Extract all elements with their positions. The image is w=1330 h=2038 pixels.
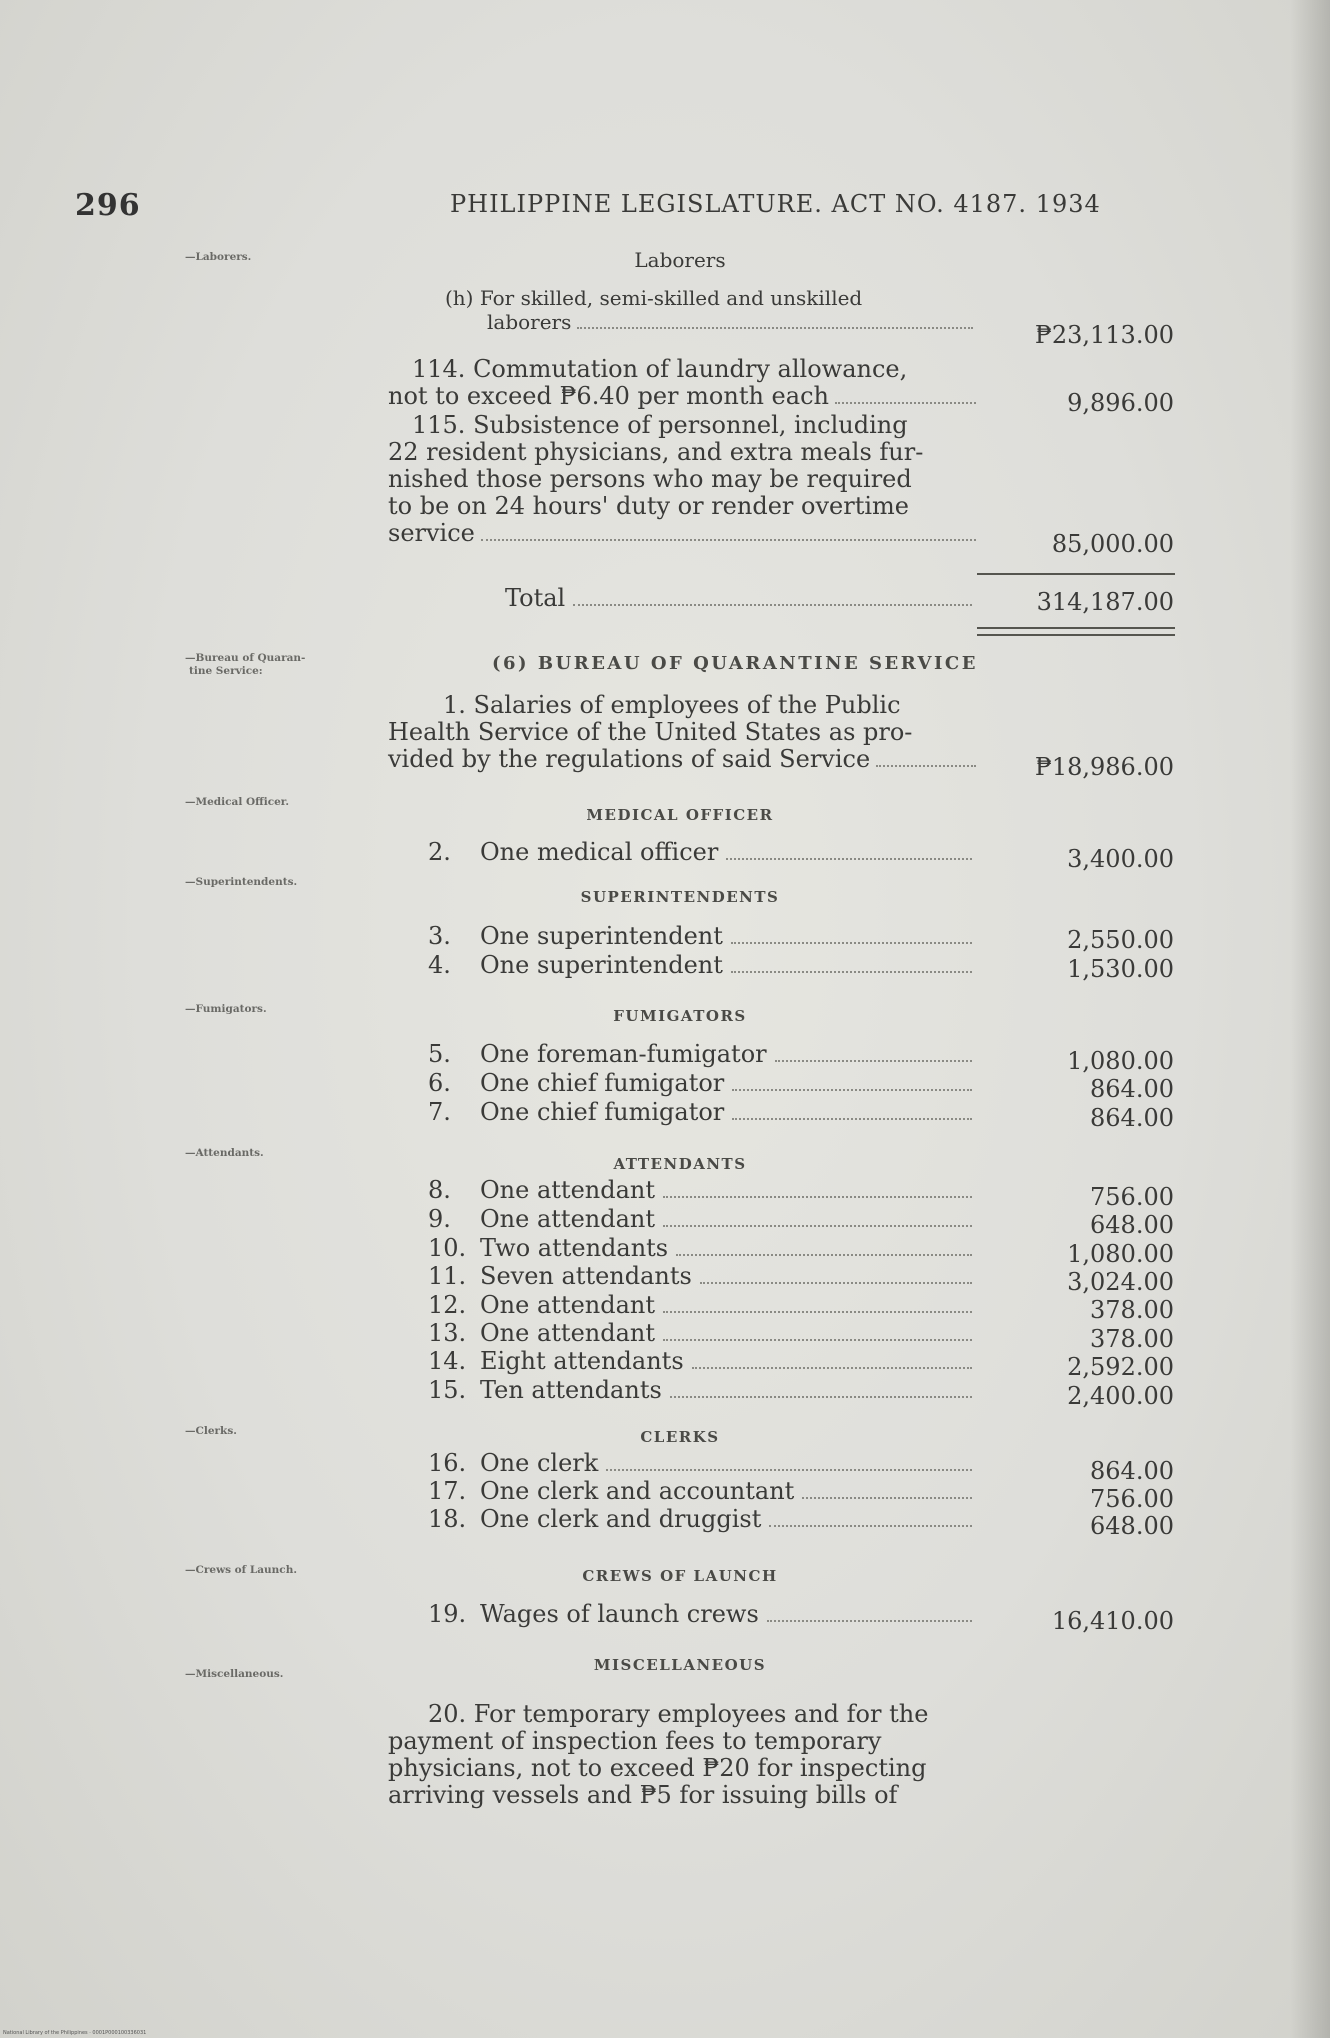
item-114-amount: 9,896.00 (1067, 389, 1174, 417)
total-label: Total (505, 584, 566, 612)
item-row (428, 1477, 976, 1505)
item-number: 13. (428, 1319, 467, 1347)
item-amount: 756.00 (1090, 1485, 1174, 1513)
total-row (505, 584, 976, 612)
item-20-line2: payment of inspection fees to temporary (388, 1727, 882, 1755)
item-label: One chief fumigator (480, 1069, 725, 1097)
item-number: 5. (428, 1040, 451, 1068)
leader-dots (731, 970, 972, 973)
item-amount: 3,024.00 (1067, 1268, 1174, 1296)
item-amount: 756.00 (1090, 1183, 1174, 1211)
item-h-line1: (h) For skilled, semi-skilled and unskilled (445, 286, 863, 310)
item-20-line1: 20. For temporary employees and for the (428, 1700, 929, 1728)
crews-heading: CREWS OF LAUNCH (582, 1567, 778, 1585)
leader-dots (732, 1117, 972, 1120)
item-number: 10. (428, 1234, 467, 1262)
leader-dots (663, 1310, 972, 1313)
leader-dots (692, 1366, 972, 1369)
leader-dots (802, 1496, 972, 1499)
fumigators-heading: FUMIGATORS (613, 1007, 747, 1025)
item-row (428, 1319, 976, 1347)
running-title: PHILIPPINE LEGISLATURE. ACT NO. 4187. 1934 (450, 190, 1101, 218)
item-1-amount: ₱18,986.00 (1034, 753, 1174, 781)
item-row (428, 1376, 976, 1404)
item-114-line2 (388, 383, 978, 410)
attendants-heading: ATTENDANTS (613, 1155, 747, 1173)
item-number: 6. (428, 1069, 451, 1097)
item-row (428, 1098, 976, 1126)
item-115-line2: 22 resident physicians, and extra meals fur- (388, 438, 924, 466)
item-115-paragraph (388, 412, 978, 547)
item-115-amount: 85,000.00 (1051, 530, 1174, 558)
total-amount: 314,187.00 (1036, 588, 1174, 616)
item-114-label: not to exceed ₱6.40 per month each (388, 382, 829, 410)
leader-dots (670, 1395, 972, 1398)
item-number: 8. (428, 1176, 451, 1204)
leader-dots (663, 1338, 972, 1341)
leader-dots (481, 538, 976, 541)
total-double-rule (977, 627, 1175, 636)
item-amount: 16,410.00 (1051, 1607, 1174, 1635)
subtotal-rule (977, 573, 1175, 575)
item-label: One clerk and accountant (480, 1477, 795, 1505)
misc-heading: MISCELLANEOUS (593, 1656, 767, 1674)
item-115-line1: 115. Subsistence of personnel, including (412, 411, 908, 439)
item-h-line2 (445, 310, 975, 335)
item-row (428, 1262, 976, 1290)
item-115-line4: to be on 24 hours' duty or render overtime (388, 492, 909, 520)
leader-dots (876, 764, 976, 767)
item-label: One superintendent (480, 922, 723, 950)
leader-dots (732, 1088, 972, 1091)
item-amount: 378.00 (1090, 1325, 1174, 1353)
item-row (428, 1176, 976, 1204)
item-1-paragraph (388, 692, 978, 773)
leader-dots (676, 1253, 972, 1256)
item-row (428, 1291, 976, 1319)
item-1-line3 (388, 746, 978, 773)
item-number: 3. (428, 922, 451, 950)
item-number: 11. (428, 1262, 467, 1290)
page-number: 296 (75, 188, 141, 223)
item-number: 7. (428, 1098, 451, 1126)
medical-officer-heading: MEDICAL OFFICER (586, 806, 774, 824)
item-amount: 2,400.00 (1067, 1382, 1174, 1410)
item-h-label: laborers (487, 310, 572, 334)
leader-dots (835, 401, 976, 404)
item-amount: 648.00 (1090, 1211, 1174, 1239)
item-row (428, 1234, 976, 1262)
item-1-label: vided by the regulations of said Service (388, 745, 871, 773)
item-label: Two attendants (480, 1234, 669, 1262)
item-number: 18. (428, 1505, 467, 1533)
margin-note-crews: —Crews of Launch. (185, 1564, 297, 1576)
item-row (428, 1347, 976, 1375)
item-label: One attendant (480, 1319, 655, 1347)
item-number: 19. (428, 1600, 467, 1628)
item-number: 2. (428, 838, 451, 866)
item-row (428, 838, 976, 866)
margin-note-misc: —Miscellaneous. (185, 1668, 284, 1680)
item-amount: 864.00 (1090, 1457, 1174, 1485)
item-h-paragraph (445, 286, 975, 335)
item-115-label: service (388, 519, 475, 547)
margin-note-quarantine (185, 652, 305, 678)
item-number: 15. (428, 1376, 467, 1404)
item-amount: 2,550.00 (1067, 926, 1174, 954)
scan-footer: National Library of the Philippines · 0001P000100336031 (3, 2030, 147, 2036)
item-label: One foreman-fumigator (480, 1040, 767, 1068)
item-amount: 1,080.00 (1067, 1047, 1174, 1075)
item-1-line1: 1. Salaries of employees of the Public (443, 691, 901, 719)
item-row (428, 1449, 976, 1477)
item-amount: 864.00 (1090, 1104, 1174, 1132)
leader-dots (577, 326, 973, 329)
item-1-line2: Health Service of the United States as pro- (388, 718, 913, 746)
superintendents-heading: SUPERINTENDENTS (580, 888, 780, 906)
item-label: One chief fumigator (480, 1098, 725, 1126)
item-20-line4: arriving vessels and ₱5 for issuing bills of (388, 1781, 898, 1809)
leader-dots (700, 1281, 972, 1284)
item-amount: 378.00 (1090, 1296, 1174, 1324)
item-label: One attendant (480, 1291, 655, 1319)
item-label: Wages of launch crews (480, 1600, 759, 1628)
item-amount: 1,530.00 (1067, 955, 1174, 983)
leader-dots (606, 1468, 972, 1471)
laborers-title: Laborers (634, 248, 726, 272)
margin-note-superintendents: —Superintendents. (185, 876, 298, 888)
item-number: 12. (428, 1291, 467, 1319)
item-label: One clerk and druggist (480, 1505, 762, 1533)
item-115-line3: nished those persons who may be required (388, 465, 912, 493)
leader-dots (573, 603, 972, 606)
item-label: One superintendent (480, 951, 723, 979)
item-number: 9. (428, 1205, 451, 1233)
margin-note-fumigators: —Fumigators. (185, 1003, 267, 1015)
item-amount: 864.00 (1090, 1075, 1174, 1103)
item-number: 14. (428, 1347, 467, 1375)
item-row (428, 1069, 976, 1097)
item-h-amount: ₱23,113.00 (1034, 321, 1174, 349)
item-114-paragraph (388, 356, 978, 410)
item-row (428, 1600, 976, 1628)
item-label: One medical officer (480, 838, 719, 866)
item-row (428, 1040, 976, 1068)
item-amount: 3,400.00 (1067, 845, 1174, 873)
item-row (428, 1505, 976, 1533)
item-amount: 648.00 (1090, 1512, 1174, 1540)
item-label: Ten attendants (480, 1376, 662, 1404)
margin-note-laborers: —Laborers. (185, 251, 252, 263)
item-114-line1: 114. Commutation of laundry allowance, (412, 355, 908, 383)
item-amount: 1,080.00 (1067, 1240, 1174, 1268)
leader-dots (775, 1059, 972, 1062)
margin-note-attendants: —Attendants. (185, 1147, 264, 1159)
leader-dots (726, 857, 972, 860)
item-20-paragraph (388, 1701, 978, 1809)
item-label: Eight attendants (480, 1347, 684, 1375)
margin-note-quarantine-line1: —Bureau of Quaran- (185, 652, 306, 664)
item-label: One attendant (480, 1176, 655, 1204)
item-row (428, 1205, 976, 1233)
quarantine-heading: (6) BUREAU OF QUARANTINE SERVICE (492, 653, 978, 674)
margin-note-clerks: —Clerks. (185, 1425, 237, 1437)
clerks-heading: CLERKS (640, 1428, 720, 1446)
item-number: 16. (428, 1449, 467, 1477)
item-number: 17. (428, 1477, 467, 1505)
item-label: One attendant (480, 1205, 655, 1233)
item-label: Seven attendants (480, 1262, 692, 1290)
item-row (428, 922, 976, 950)
margin-note-medical: —Medical Officer. (185, 796, 290, 808)
item-label: One clerk (480, 1449, 599, 1477)
page-edge-shadow (1290, 0, 1330, 2038)
item-number: 4. (428, 951, 451, 979)
margin-note-quarantine-line2: tine Service: (189, 665, 263, 677)
leader-dots (731, 941, 972, 944)
leader-dots (663, 1195, 972, 1198)
item-amount: 2,592.00 (1067, 1353, 1174, 1381)
item-115-line5 (388, 520, 978, 547)
leader-dots (663, 1224, 972, 1227)
leader-dots (767, 1619, 972, 1622)
item-row (428, 951, 976, 979)
leader-dots (769, 1524, 972, 1527)
item-20-line3: physicians, not to exceed ₱20 for inspecting (388, 1754, 927, 1782)
